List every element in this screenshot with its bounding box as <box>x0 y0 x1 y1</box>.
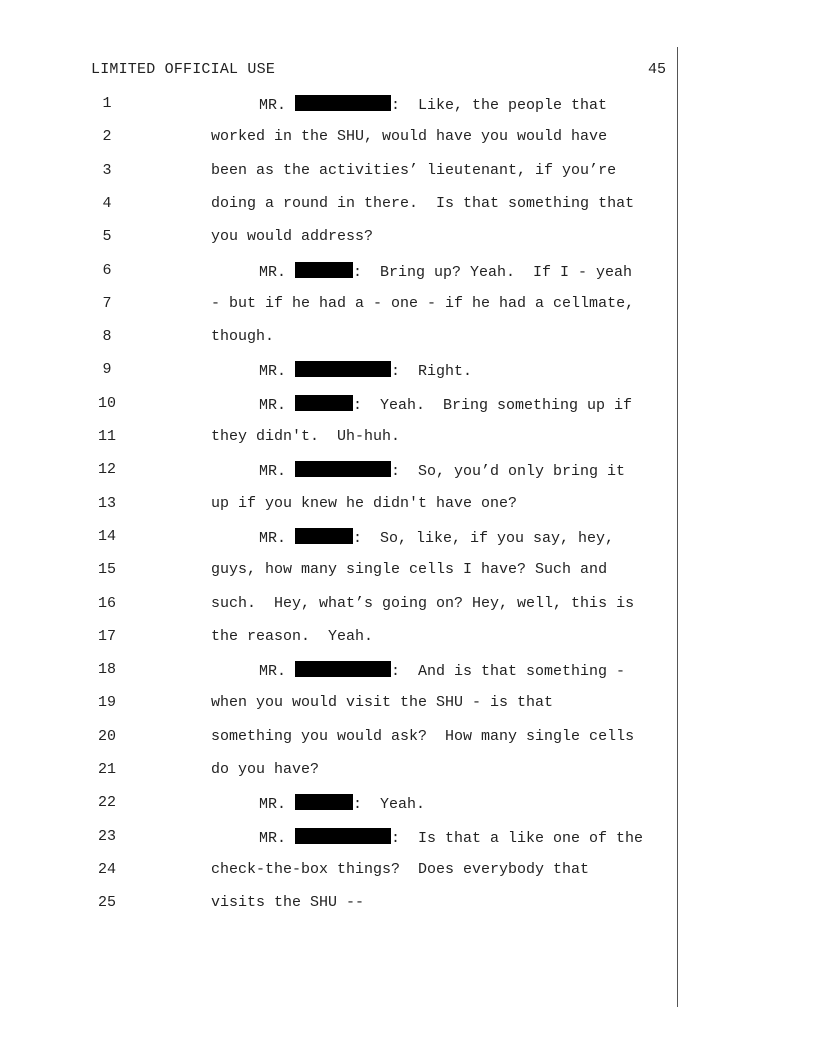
line-number: 24 <box>97 860 116 878</box>
spoken-text: something you would ask? How many single cells <box>211 727 635 745</box>
line-text <box>259 395 632 414</box>
spoken-text: though. <box>211 328 275 346</box>
redacted-name-block <box>295 395 353 411</box>
transcript-line <box>0 694 680 714</box>
speaker-label: MR. <box>259 363 296 381</box>
transcript-line <box>0 861 680 881</box>
spoken-text: : So, like, if you say, hey, <box>353 529 615 547</box>
line-number: 21 <box>97 761 116 778</box>
line-text <box>211 128 607 145</box>
redacted-name-block <box>295 528 353 544</box>
spoken-text: guys, how many single cells I have? Such and <box>211 561 608 579</box>
line-number: 18 <box>97 661 116 679</box>
line-text <box>211 561 607 578</box>
transcript-line <box>0 461 680 481</box>
line-text <box>259 461 625 480</box>
transcript-line <box>0 228 680 248</box>
line-text <box>211 162 616 179</box>
speaker-label: MR. <box>259 263 296 281</box>
line-text <box>211 295 634 312</box>
line-number: 9 <box>102 361 112 379</box>
line-text <box>211 694 553 711</box>
line-text <box>259 828 643 847</box>
spoken-text: : Yeah. Bring something up if <box>353 396 633 414</box>
speaker-label: MR. <box>259 97 296 114</box>
line-text <box>211 228 373 245</box>
spoken-text: they didn't. Uh-huh. <box>211 428 401 445</box>
line-text <box>259 361 472 380</box>
line-number: 3 <box>102 161 112 179</box>
redacted-name-block <box>295 828 391 844</box>
line-text <box>259 262 632 281</box>
spoken-text: - but if he had a - one - if he had a cellmate, <box>211 294 635 312</box>
spoken-text: doing a round in there. Is that something that <box>211 194 635 212</box>
page-number: 45 <box>648 61 667 78</box>
line-number: 23 <box>97 827 116 845</box>
redacted-name-block <box>295 461 391 477</box>
line-text <box>211 628 373 645</box>
line-text <box>211 428 400 445</box>
transcript-line <box>0 195 680 215</box>
line-text <box>211 495 517 512</box>
line-number: 12 <box>97 461 116 479</box>
spoken-text: visits the SHU -- <box>211 894 365 912</box>
line-text <box>211 761 319 778</box>
spoken-text: : Like, the people that <box>391 97 608 114</box>
line-number: 16 <box>97 594 116 612</box>
speaker-label: MR. <box>259 396 296 414</box>
line-text <box>259 794 425 813</box>
transcript-line <box>0 95 680 115</box>
line-number: 4 <box>102 194 112 212</box>
spoken-text: such. Hey, what’s going on? Hey, well, this is <box>211 594 635 612</box>
transcript-line <box>0 828 680 848</box>
spoken-text: up if you knew he didn't have one? <box>211 494 518 512</box>
transcript-line <box>0 128 680 148</box>
spoken-text: : So, you’d only bring it <box>391 463 626 481</box>
line-text <box>211 195 634 212</box>
line-number: 10 <box>97 394 116 412</box>
speaker-label: MR. <box>259 663 296 681</box>
spoken-text: check-the-box things? Does everybody that <box>211 860 590 878</box>
line-number: 2 <box>102 128 112 146</box>
line-text <box>259 528 614 547</box>
transcript-line <box>0 661 680 681</box>
line-number: 1 <box>102 95 112 112</box>
line-number: 19 <box>97 694 116 712</box>
spoken-text: do you have? <box>211 761 320 778</box>
transcript-line <box>0 361 680 381</box>
transcript-line <box>0 395 680 415</box>
redacted-name-block <box>295 361 391 377</box>
transcript-line <box>0 894 680 914</box>
line-number: 7 <box>102 294 112 312</box>
line-number: 14 <box>97 527 116 545</box>
transcript-line <box>0 761 680 781</box>
line-text <box>211 595 634 612</box>
line-text <box>211 328 274 345</box>
transcript-line <box>0 628 680 648</box>
line-number: 6 <box>102 261 112 279</box>
spoken-text: : Bring up? Yeah. If I - yeah <box>353 263 633 281</box>
spoken-text: the reason. Yeah. <box>211 627 374 645</box>
transcript-line <box>0 794 680 814</box>
line-number: 25 <box>97 894 116 912</box>
transcript-line <box>0 428 680 448</box>
line-number: 5 <box>102 228 112 246</box>
line-text <box>211 894 364 911</box>
spoken-text: been as the activities’ lieutenant, if you’re <box>211 161 617 179</box>
transcript-line <box>0 295 680 315</box>
spoken-text: worked in the SHU, would have you would have <box>211 128 608 146</box>
speaker-label: MR. <box>259 829 296 847</box>
redacted-name-block <box>295 794 353 810</box>
transcript-line <box>0 328 680 348</box>
spoken-text: : Yeah. <box>353 796 426 814</box>
spoken-text: you would address? <box>211 228 374 246</box>
line-number: 22 <box>97 794 116 812</box>
line-number: 8 <box>102 328 112 346</box>
transcript-line <box>0 162 680 182</box>
line-text <box>259 95 607 114</box>
page-header-classification: LIMITED OFFICIAL USE <box>91 61 276 78</box>
speaker-label: MR. <box>259 796 296 814</box>
spoken-text: when you would visit the SHU - is that <box>211 694 554 712</box>
redacted-name-block <box>295 262 353 278</box>
redacted-name-block <box>295 95 391 111</box>
line-number: 20 <box>97 727 116 745</box>
redacted-name-block <box>295 661 391 677</box>
spoken-text: : Is that a like one of the <box>391 829 644 847</box>
line-number: 17 <box>97 627 116 645</box>
transcript-line <box>0 595 680 615</box>
spoken-text: : Right. <box>391 363 473 381</box>
line-text <box>259 661 625 680</box>
line-text <box>211 728 634 745</box>
transcript-line <box>0 528 680 548</box>
line-text <box>211 861 589 878</box>
line-number: 11 <box>97 428 116 445</box>
transcript-line <box>0 262 680 282</box>
transcript-line <box>0 728 680 748</box>
line-number: 15 <box>97 561 116 579</box>
speaker-label: MR. <box>259 463 296 481</box>
line-number: 13 <box>97 494 116 512</box>
transcript-line <box>0 495 680 515</box>
transcript-line <box>0 561 680 581</box>
speaker-label: MR. <box>259 529 296 547</box>
spoken-text: : And is that something - <box>391 663 626 681</box>
